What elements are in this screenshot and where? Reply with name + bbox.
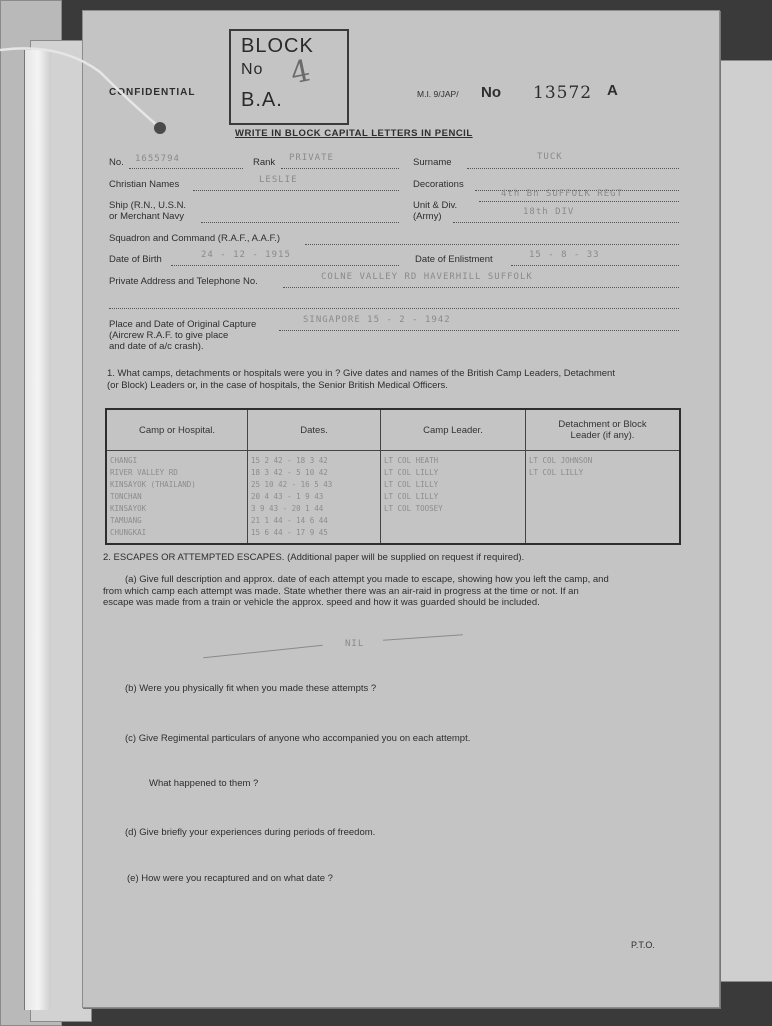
leader-entry: LT COL LILLY (384, 468, 439, 477)
camp-entry: KINSAYOK (110, 504, 147, 513)
camp-entry: RIVER VALLEY RD (110, 468, 178, 477)
surname-field-line (467, 168, 679, 169)
pencil-strike-right (383, 634, 463, 641)
col-dates: Dates. (248, 409, 381, 451)
enlistment-line (511, 265, 679, 266)
enlistment-value: 15 - 8 - 33 (529, 250, 600, 260)
stamp-handwritten-number: 4 (287, 53, 314, 92)
capture-label-1: Place and Date of Original Capture (109, 319, 257, 330)
camps-cell (106, 451, 248, 545)
section-2a-line-3: escape was made from a train or vehicle the approx. speed and how it was guarded should be included. (103, 597, 540, 608)
enlistment-label: Date of Enlistment (415, 254, 493, 265)
capture-label-2: (Aircrew R.A.F. to give place (109, 330, 229, 341)
section-2b-question: (b) Were you physically fit when you made these attempts ? (125, 683, 377, 694)
leaders-cell (381, 451, 526, 545)
pencil-strike-left (203, 645, 322, 659)
stamp-line-2: No (241, 61, 264, 78)
ship-line (201, 222, 399, 223)
stamp-line-3: B.A. (241, 89, 283, 111)
camps-table (105, 408, 681, 545)
camp-entry: CHUNGKAI (110, 528, 147, 537)
surname-label: Surname (413, 157, 452, 168)
capture-value: SINGAPORE 15 - 2 - 1942 (303, 315, 451, 325)
surname-value: TUCK (537, 152, 563, 162)
block-stamp (229, 29, 349, 125)
address-line-2 (109, 308, 679, 309)
ship-label-2: or Merchant Navy (109, 211, 184, 222)
date-entry: 20 4 43 - 1 9 43 (251, 492, 324, 501)
section-2a-answer: NIL (345, 639, 365, 649)
christian-names-value: LESLIE (259, 175, 298, 185)
col-camp-leader: Camp Leader. (381, 409, 526, 451)
detachment-entry: LT COL LILLY (529, 468, 584, 477)
dob-line (171, 265, 399, 266)
unit-label-1: Unit & Div. (413, 200, 458, 211)
section-2d-question: (d) Give briefly your experiences during periods of freedom. (125, 827, 376, 838)
rank-value: PRIVATE (289, 153, 334, 163)
pencil-instruction: WRITE IN BLOCK CAPITAL LETTERS IN PENCIL (235, 128, 473, 139)
serial-number: 13572 (533, 83, 593, 103)
col-camp-hospital: Camp or Hospital. (106, 409, 248, 451)
christian-names-label: Christian Names (109, 179, 180, 190)
camp-entry: TAMUANG (110, 516, 142, 525)
date-entry: 18 3 42 - 5 10 42 (251, 468, 328, 477)
tied-string (0, 42, 180, 142)
section-2a-question (103, 574, 703, 609)
please-turn-over: P.T.O. (631, 940, 655, 950)
dob-label: Date of Birth (109, 254, 162, 265)
leader-entry: LT COL LILLY (384, 492, 439, 501)
detachment-cell (526, 451, 681, 545)
camp-entry: CHANGI (110, 456, 138, 465)
liberation-questionnaire-form (82, 10, 720, 1008)
leader-entry: LT COL LILLY (384, 480, 439, 489)
leader-entry: LT COL HEATH (384, 456, 439, 465)
section-1-line-1: 1. What camps, detachments or hospitals were you in ? Give dates and names of the British Camp Leaders, Detachment (107, 368, 615, 379)
serial-suffix: A (607, 82, 618, 99)
unit-value-1: 4th Bn SUFFOLK REGT (501, 189, 623, 199)
address-label: Private Address and Telephone No. (109, 276, 258, 287)
rank-field-line (281, 168, 399, 169)
detachment-entry: LT COL JOHNSON (529, 456, 593, 465)
unit-label-2: (Army) (413, 211, 442, 222)
section-2e-question: (e) How were you recaptured and on what date ? (127, 873, 333, 884)
capture-label-3: and date of a/c crash). (109, 341, 204, 352)
section-2-heading: 2. ESCAPES OR ATTEMPTED ESCAPES. (Additional paper will be supplied on request if required). (103, 552, 525, 563)
date-entry: 15 6 44 - 17 9 45 (251, 528, 328, 537)
section-2c-question: (c) Give Regimental particulars of anyone who accompanied you on each attempt. (125, 733, 471, 744)
camp-entry: TONCHAN (110, 492, 142, 501)
confidential-label: CONFIDENTIAL (109, 87, 196, 98)
unit-value-2: 18th DIV (523, 207, 575, 217)
capture-line (279, 330, 679, 331)
ship-label-1: Ship (R.N., U.S.N. (109, 200, 187, 211)
no-value: 1655794 (135, 154, 180, 164)
date-entry: 3 9 43 - 20 1 44 (251, 504, 324, 513)
serial-no-label: No (481, 84, 501, 101)
squadron-label: Squadron and Command (R.A.F., A.A.F.) (109, 233, 281, 244)
date-entry: 21 1 44 - 14 6 44 (251, 516, 328, 525)
squadron-line (305, 244, 679, 245)
section-2a-line-1: (a) Give full description and approx. date of each attempt you made to escape, showing how you left the camp, and (125, 574, 609, 585)
date-entry: 15 2 42 - 18 3 42 (251, 456, 328, 465)
dob-value: 24 - 12 - 1915 (201, 250, 291, 260)
no-label: No. (109, 157, 124, 168)
christian-names-line (193, 190, 399, 191)
address-value: COLNE VALLEY RD HAVERHILL SUFFOLK (321, 272, 533, 282)
camp-entry: KINSAYOK (THAILAND) (110, 480, 196, 489)
no-field-line (129, 168, 243, 169)
folder-spine (24, 50, 51, 1010)
address-line-1 (283, 287, 679, 288)
date-entry: 25 10 42 - 16 5 43 (251, 480, 333, 489)
decorations-label: Decorations (413, 179, 464, 190)
section-2a-line-2: from which camp each attempt was made. State whether there was an air-raid in progress at the time or not. If an (103, 585, 579, 597)
rank-label: Rank (253, 157, 276, 168)
col-detachment-leader: Detachment or Block Leader (if any). (526, 409, 681, 451)
leader-entry: LT COL TOOSEY (384, 504, 443, 513)
stamp-line-1: BLOCK (241, 35, 314, 57)
dates-cell (248, 451, 381, 545)
unit-line-1 (479, 201, 679, 202)
unit-line-2 (453, 222, 679, 223)
section-1-line-2: (or Block) Leaders or, in the case of hospitals, the Senior British Medical Officers. (107, 379, 448, 391)
section-2c-followup: What happened to them ? (149, 778, 259, 789)
section-1-question (107, 368, 703, 391)
form-reference: M.I. 9/JAP/ (417, 89, 459, 99)
